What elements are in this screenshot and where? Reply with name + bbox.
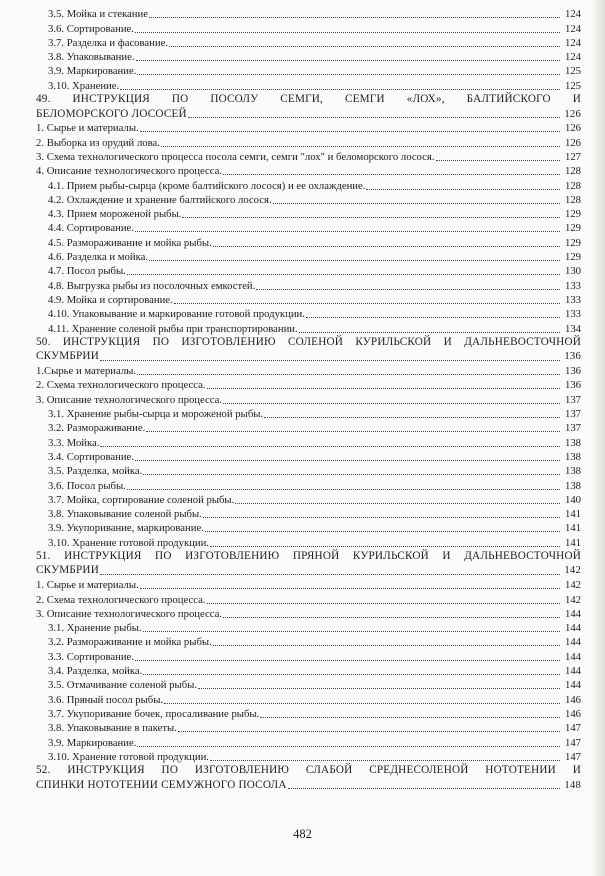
toc-entry-page: 142 <box>564 564 581 577</box>
toc-section-heading <box>36 550 581 578</box>
toc-entry <box>36 578 581 592</box>
dot-leader <box>100 446 560 447</box>
toc-entry-title: 4.2. Охлаждение и хранение балтийского лосося. <box>48 193 272 206</box>
toc-entry-title: 3.3. Сортирование. <box>48 650 134 663</box>
toc-entry-page: 138 <box>564 465 581 478</box>
toc-entry <box>36 21 581 35</box>
toc-entry-title: 3.5. Отмачивание соленой рыбы. <box>48 679 197 692</box>
dot-leader <box>164 703 560 704</box>
toc-section-heading <box>36 764 581 792</box>
dot-leader <box>149 17 560 18</box>
toc-entry <box>36 378 581 392</box>
dot-leader <box>223 403 560 404</box>
toc-entry-title: 2. Схема технологического процесса. <box>36 379 206 392</box>
dot-leader <box>135 660 560 661</box>
toc-entry-page: 144 <box>564 665 581 678</box>
toc-entry <box>36 78 581 92</box>
dot-leader <box>223 174 560 175</box>
heading-line-2-text: БЕЛОМОРСКОГО ЛОСОСЕЙ <box>36 107 187 120</box>
toc-entry <box>36 178 581 192</box>
dot-leader <box>100 574 560 575</box>
dot-leader <box>140 588 560 589</box>
toc-entry-title: 1. Сырье и материалы. <box>36 122 139 135</box>
dot-leader <box>137 74 560 75</box>
toc-entry-page: 129 <box>564 222 581 235</box>
toc-entry-page: 128 <box>564 179 581 192</box>
toc-entry-page: 137 <box>564 393 581 406</box>
toc-entry-title: 3.1. Хранение рыбы-сырца и мороженой рыбы. <box>48 408 264 421</box>
toc-entry-title: 4.5. Размораживание и мойка рыбы. <box>48 236 212 249</box>
dot-leader <box>205 531 560 532</box>
dot-leader <box>299 332 560 333</box>
toc-entry-title: 4.10. Упаковывание и маркирование готовой продукции. <box>48 308 305 321</box>
heading-line-1: 51. ИНСТРУКЦИЯ ПО ИЗГОТОВЛЕНИЮ ПРЯНОЙ КУРИЛЬСКОЙ И ДАЛЬНЕВОСТОЧНОЙ <box>36 549 581 562</box>
toc-entry <box>36 464 581 478</box>
heading-line-2-text: СПИНКИ НОТОТЕНИИ СЕМУЖНОГО ПОСОЛА <box>36 778 287 791</box>
dot-leader <box>235 503 560 504</box>
toc-entry <box>36 478 581 492</box>
toc-entry-page: 127 <box>564 150 581 163</box>
toc-entry <box>36 278 581 292</box>
toc-entry-title: 3.8. Упаковывание в пакеты. <box>48 722 177 735</box>
toc-entry-page: 130 <box>564 265 581 278</box>
toc-entry-page: 133 <box>564 279 581 292</box>
toc-entry-page: 146 <box>564 693 581 706</box>
toc-entry <box>36 150 581 164</box>
toc-entry <box>36 392 581 406</box>
dot-leader <box>143 474 560 475</box>
toc-entry <box>36 507 581 521</box>
toc-entry-page: 141 <box>564 508 581 521</box>
dot-leader <box>182 217 560 218</box>
toc-entry-title: 3.2. Размораживание и мойка рыбы. <box>48 636 212 649</box>
dot-leader <box>213 246 560 247</box>
dot-leader <box>137 374 560 375</box>
toc-entry-title: 2. Схема технологического процесса. <box>36 593 206 606</box>
toc-entry-page: 124 <box>564 51 581 64</box>
toc-entry <box>36 250 581 264</box>
heading-line-2 <box>36 350 581 364</box>
toc-entry-page: 144 <box>564 679 581 692</box>
dot-leader <box>127 489 560 490</box>
toc-entry-title: 3.9. Укупоривание, маркирование. <box>48 522 204 535</box>
dot-leader <box>178 731 560 732</box>
dot-leader <box>143 631 560 632</box>
dot-leader <box>210 546 560 547</box>
toc-entry-title: 4.1. Прием рыбы-сырца (кроме балтийского лосося) и ее охлаждение. <box>48 179 366 192</box>
toc-entry-page: 128 <box>564 193 581 206</box>
toc-entry <box>36 321 581 335</box>
toc-entry <box>36 64 581 78</box>
toc-entry <box>36 678 581 692</box>
toc-entry-title: 3.8. Упаковывание соленой рыбы. <box>48 508 202 521</box>
toc-entry <box>36 221 581 235</box>
toc-entry-title: 4.6. Разделка и мойка. <box>48 251 149 264</box>
toc-entry-title: 3.7. Разделка и фасование. <box>48 36 169 49</box>
toc-entry-title: 3.5. Мойка и стекание <box>48 8 148 21</box>
toc-entry-title: 3.6. Сортирование. <box>48 22 134 35</box>
toc-entry-page: 144 <box>564 650 581 663</box>
toc-entry-page: 124 <box>564 22 581 35</box>
toc-entry <box>36 135 581 149</box>
toc-entry-page: 136 <box>564 379 581 392</box>
dot-leader <box>213 645 560 646</box>
toc-section-heading <box>36 93 581 121</box>
toc-entry-page: 137 <box>564 408 581 421</box>
dot-leader <box>306 317 560 318</box>
toc-entry-title: 4.11. Хранение соленой рыбы при транспортировании. <box>48 322 298 335</box>
toc-entry-title: 3. Схема технологического процесса посола семги, семги "лох" и беломорского лосося. <box>36 150 435 163</box>
toc-entry-page: 140 <box>564 493 581 506</box>
dot-leader <box>264 417 560 418</box>
toc-entry <box>36 193 581 207</box>
toc-entry <box>36 121 581 135</box>
dot-leader <box>140 131 560 132</box>
toc-entry-title: 3. Описание технологического процесса. <box>36 393 223 406</box>
toc-entry-page: 129 <box>564 236 581 249</box>
toc-entry-title: 1. Сырье и материалы. <box>36 579 139 592</box>
toc-entry <box>36 36 581 50</box>
page-number: 482 <box>293 827 312 841</box>
dot-leader <box>260 717 560 718</box>
toc-entry-title: 3. Описание технологического процесса. <box>36 607 223 620</box>
toc-entry-page: 147 <box>564 750 581 763</box>
heading-line-1: 50. ИНСТРУКЦИЯ ПО ИЗГОТОВЛЕНИЮ СОЛЕНОЙ КУРИЛЬСКОЙ И ДАЛЬНЕВОСТОЧНОЙ <box>36 335 581 348</box>
toc-entry <box>36 407 581 421</box>
toc-entry <box>36 592 581 606</box>
toc-entry-title: 2. Выборка из орудий лова. <box>36 136 160 149</box>
dot-leader <box>161 146 560 147</box>
toc-entry-page: 126 <box>564 107 581 120</box>
toc-entry-title: 1.Сырье и материалы. <box>36 365 137 378</box>
dot-leader <box>210 760 560 761</box>
dot-leader <box>273 203 560 204</box>
toc-entry <box>36 450 581 464</box>
toc-entry-title: 3.9. Маркирование. <box>48 736 137 749</box>
toc-entry-title: 3.6. Посол рыбы. <box>48 479 126 492</box>
dot-leader <box>198 688 560 689</box>
dot-leader <box>207 603 561 604</box>
toc-entry-title: 3.7. Мойка, сортирование соленой рыбы. <box>48 493 235 506</box>
toc-entry <box>36 621 581 635</box>
toc-entry <box>36 364 581 378</box>
table-of-contents <box>36 7 581 792</box>
toc-entry-page: 133 <box>564 308 581 321</box>
dot-leader <box>174 303 560 304</box>
toc-entry-page: 129 <box>564 251 581 264</box>
dot-leader <box>223 617 560 618</box>
toc-entry <box>36 750 581 764</box>
toc-entry-page: 124 <box>564 8 581 21</box>
dot-leader <box>207 388 561 389</box>
toc-entry-page: 126 <box>564 122 581 135</box>
toc-entry-title: 4.8. Выгрузка рыбы из посолочных емкостей. <box>48 279 256 292</box>
toc-entry-page: 125 <box>564 79 581 92</box>
toc-entry-title: 3.2. Размораживание. <box>48 422 146 435</box>
toc-entry-title: 3.4. Разделка, мойка. <box>48 665 143 678</box>
dot-leader <box>100 360 560 361</box>
toc-entry-title: 4.4. Сортирование. <box>48 222 134 235</box>
toc-entry-title: 4.7. Посол рыбы. <box>48 265 126 278</box>
toc-entry-title: 3.8. Упаковывание. <box>48 51 135 64</box>
toc-entry-title: 3.1. Хранение рыбы. <box>48 622 142 635</box>
toc-entry-title: 3.4. Сортирование. <box>48 450 134 463</box>
toc-entry-page: 144 <box>564 607 581 620</box>
toc-entry-page: 138 <box>564 479 581 492</box>
toc-entry-title: 3.5. Разделка, мойка. <box>48 465 143 478</box>
dot-leader <box>436 160 561 161</box>
toc-entry-page: 141 <box>564 536 581 549</box>
dot-leader <box>135 231 560 232</box>
toc-entry-page: 141 <box>564 522 581 535</box>
toc-entry <box>36 235 581 249</box>
toc-entry <box>36 421 581 435</box>
toc-entry <box>36 735 581 749</box>
dot-leader <box>120 89 560 90</box>
toc-entry-title: 4. Описание технологического процесса. <box>36 165 223 178</box>
dot-leader <box>256 289 560 290</box>
toc-entry-page: 125 <box>564 65 581 78</box>
toc-entry <box>36 7 581 21</box>
toc-entry <box>36 207 581 221</box>
toc-entry <box>36 50 581 64</box>
toc-entry <box>36 707 581 721</box>
page-edge-shadow <box>591 0 605 876</box>
toc-entry <box>36 521 581 535</box>
toc-entry-title: 3.6. Пряный посол рыбы. <box>48 693 164 706</box>
toc-entry <box>36 535 581 549</box>
toc-entry-page: 148 <box>564 778 581 791</box>
toc-entry <box>36 649 581 663</box>
toc-entry-title: 3.3. Мойка. <box>48 436 100 449</box>
toc-entry <box>36 664 581 678</box>
dot-leader <box>136 60 560 61</box>
dot-leader <box>188 117 560 118</box>
toc-entry-title: 4.3. Прием мороженой рыбы. <box>48 208 182 221</box>
toc-entry-page: 142 <box>564 593 581 606</box>
toc-entry-page: 146 <box>564 707 581 720</box>
toc-entry-page: 144 <box>564 636 581 649</box>
dot-leader <box>135 32 560 33</box>
heading-line-2 <box>36 778 581 792</box>
toc-entry-title: 3.10. Хранение. <box>48 79 120 92</box>
heading-line-1: 52. ИНСТРУКЦИЯ ПО ИЗГОТОВЛЕНИЮ СЛАБОЙ СРЕДНЕСОЛЕНОЙ НОТОТЕНИИ И <box>36 763 581 776</box>
dot-leader <box>143 674 560 675</box>
toc-entry-title: 4.9. Мойка и сортирование. <box>48 293 173 306</box>
toc-entry-page: 142 <box>564 579 581 592</box>
toc-entry-page: 129 <box>564 208 581 221</box>
toc-entry-page: 134 <box>564 322 581 335</box>
dot-leader <box>135 460 560 461</box>
toc-entry-page: 147 <box>564 736 581 749</box>
toc-entry-title: 3.7. Укупоривание бочек, просаливание рыбы. <box>48 707 260 720</box>
toc-entry <box>36 164 581 178</box>
toc-entry-page: 144 <box>564 622 581 635</box>
toc-entry-page: 138 <box>564 436 581 449</box>
toc-entry-title: 3.9. Маркирование. <box>48 65 137 78</box>
toc-entry-page: 124 <box>564 36 581 49</box>
dot-leader <box>137 746 560 747</box>
toc-entry-page: 126 <box>564 136 581 149</box>
toc-entry-page: 136 <box>564 365 581 378</box>
toc-entry-page: 147 <box>564 722 581 735</box>
dot-leader <box>288 788 560 789</box>
toc-entry-page: 128 <box>564 165 581 178</box>
toc-entry <box>36 264 581 278</box>
dot-leader <box>203 517 560 518</box>
toc-entry <box>36 435 581 449</box>
toc-entry <box>36 607 581 621</box>
heading-line-2 <box>36 564 581 578</box>
toc-entry-page: 136 <box>564 350 581 363</box>
toc-entry <box>36 293 581 307</box>
heading-line-1: 49. ИНСТРУКЦИЯ ПО ПОСОЛУ СЕМГИ, СЕМГИ «ЛОХ», БАЛТИЙСКОГО И <box>36 92 581 105</box>
dot-leader <box>366 189 560 190</box>
dot-leader <box>146 431 560 432</box>
dot-leader <box>127 274 560 275</box>
toc-entry <box>36 635 581 649</box>
toc-entry-page: 133 <box>564 293 581 306</box>
dot-leader <box>149 260 560 261</box>
toc-entry-page: 137 <box>564 422 581 435</box>
toc-entry <box>36 493 581 507</box>
toc-entry <box>36 307 581 321</box>
heading-line-2-text: СКУМБРИИ <box>36 350 99 363</box>
heading-line-2 <box>36 107 581 121</box>
toc-entry <box>36 692 581 706</box>
toc-entry-title: 3.10. Хранение готовой продукции. <box>48 536 209 549</box>
toc-entry-title: 3.10. Хранение готовой продукции. <box>48 750 209 763</box>
toc-entry-page: 138 <box>564 450 581 463</box>
toc-section-heading <box>36 336 581 364</box>
heading-line-2-text: СКУМБРИИ <box>36 564 99 577</box>
toc-entry <box>36 721 581 735</box>
dot-leader <box>169 46 560 47</box>
